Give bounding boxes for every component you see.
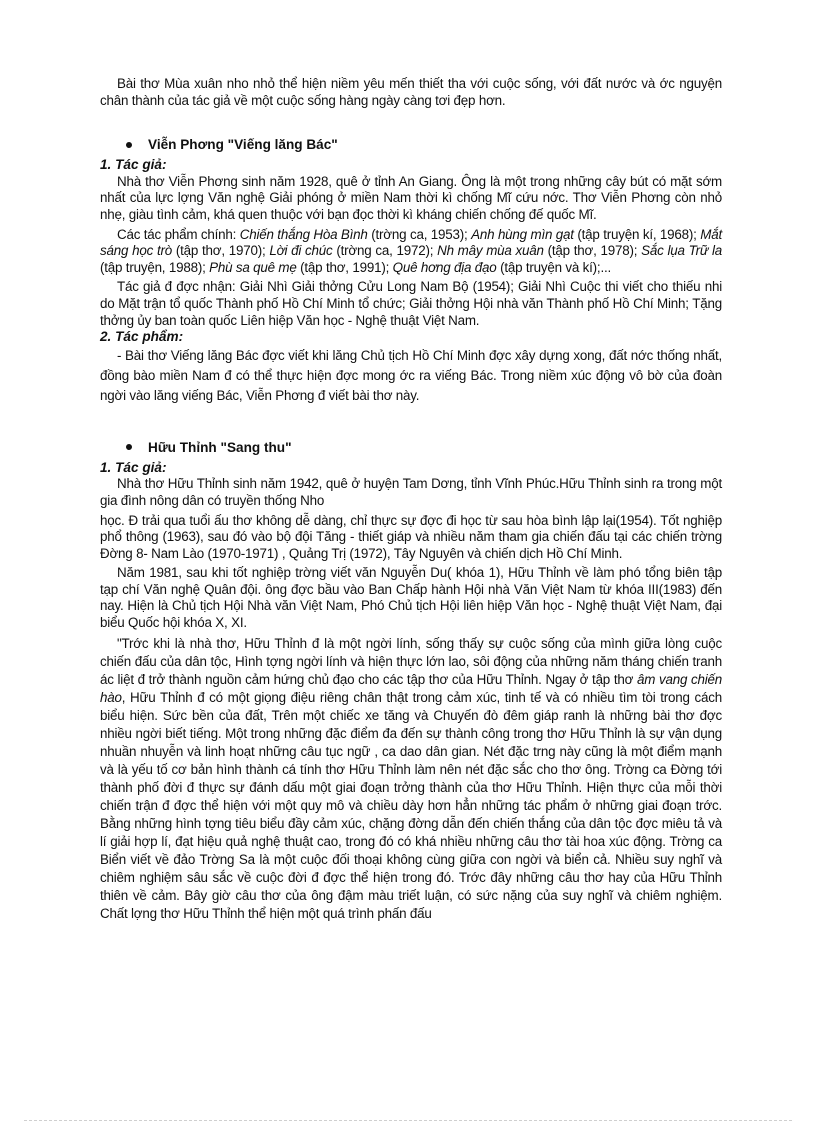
work-title: Chiến thắng Hòa Bình: [239, 226, 368, 242]
bullet-icon: [126, 142, 132, 148]
text-run: "Trớc khi là nhà thơ, Hữu Thỉnh đ là một ngời lính, sống thấy sự cuộc sống của mình giữa lòng cuộc chiến đấu của dân tộc, Hình tợng ngời lính và hiện thực lớn lao, sôi động của những năm tháng chiến tranh ác liệt đ trở thành nguồn cảm hứng chủ đạo cho các tập thơ của Hữu Thỉnh. Ngay ở tập thơ: [100, 635, 722, 687]
paragraph: Nhà thơ Viễn Phơng sinh năm 1928, quê ở tỉnh An Giang. Ông là một trong những cây bút có mặt sớm nhất của lực lợng Văn nghệ Giải phóng ở miền Nam thời kì chống Mĩ cứu nớc. Thơ Viễn Phơng còn nhỏ nhẹ, giàu tình cảm, khá quen thuộc với bạn đọc thời kì kháng chiến chống đế quốc Mĩ.: [100, 173, 722, 222]
work-title: Sắc lụa Trữ la: [641, 243, 723, 259]
work-title: Anh hùng mìn gạt: [471, 226, 574, 242]
work-title: Nh mây mùa xuân: [437, 243, 544, 259]
work-title: Mắt sáng học trò: [100, 226, 723, 259]
intro-paragraph: Bài thơ Mùa xuân nho nhỏ thể hiện niềm yêu mến thiết tha với cuộc sống, với đất nước và ớc nguyện chân thành của tác giả về một cuộc sống hàng ngày càng tơi đẹp hơn.: [100, 76, 722, 108]
work-title: Quê hơng địa đạo: [392, 259, 497, 275]
section-heading-vien-phuong: [126, 137, 722, 152]
paragraph: Nhà thơ Hữu Thỉnh sinh năm 1942, quê ở huyện Tam Dơng, tỉnh Vĩnh Phúc.Hữu Thỉnh sinh ra trong một gia đình nông dân có truyền thống Nho: [100, 476, 722, 508]
subheading-tac-pham: 2. Tác phẩm:: [100, 329, 184, 345]
paragraph: - Bài thơ Viếng lăng Bác đợc viết khi lăng Chủ tịch Hồ Chí Minh đợc xây dựng xong, đất nớc thống nhất, đồng bào miền Nam đ có thể thực hiện đợc mong ớc ra viếng Bác. Trong niềm xúc động vô bờ của đoàn ngời vào lăng viếng Bác, Viễn Phơng đ viết bài thơ này.: [100, 347, 722, 403]
paragraph: Năm 1981, sau khi tốt nghiệp trờng viết văn Nguyễn Du( khóa 1), Hữu Thỉnh về làm phó tổng biên tập tạp chí Văn nghệ Quân đội. ông đợc bầu vào Ban Chấp hành Hội nhà Văn Việt Nam từ khóa III(1983) đến nay. Hiện là Chủ tịch Hội Nhà văn Việt Nam, Phó Chủ tịch Hội liên hiệp Văn học - Nghệ thuật Việt Nam, đại biểu Quốc hội khóa X, XI.: [100, 565, 722, 631]
section-heading-huu-thinh: [126, 440, 722, 455]
work-note: (tập thơ, 1970);: [171, 243, 270, 259]
work-note: (tập thơ, 1978);: [543, 243, 642, 259]
section-heading-text: Viễn Phơng "Viếng lăng Bác": [148, 137, 338, 153]
document-page: [100, 76, 722, 923]
subheading-tac-gia: 1. Tác giả:: [100, 459, 167, 475]
work-note: (tập truyện và kí);...: [496, 259, 612, 275]
section-heading-text: Hữu Thỉnh "Sang thu": [148, 439, 292, 455]
bullet-icon: [126, 444, 132, 450]
work-note: (tập truyện, 1988);: [100, 259, 210, 275]
text-run: , Hữu Thỉnh đ có một giọng điệu riêng chân thật trong cảm xúc, tinh tế và có nhiều tìm tòi trong cách biểu hiện. Sức bền của đất, Trên một chiếc xe tăng và Chuyến đò đêm giáp ranh là những bài thơ đợc nhiều ngời biết tiếng. Một trong những đặc điểm đa đến sự thành công trong thơ Hữu Thỉnh là sự vận dụng nhuần nhuyễn và linh hoạt những câu tục ngữ , ca dao dân gian. Nét đặc trng này cũng là một điểm mạnh và là yếu tố cơ bản hình thành cá tính thơ Hữu Thỉnh làm nên nét đặc sắc cho thơ ông. Trờng ca Đờng tới thành phố đời đ thực sự đánh dấu một giai đoạn trởng thành của thơ Hữu Thỉnh. Hiện thực của mỗi thời chiến trận đ đợc thể hiện với một quy mô và chiều dày hơn hẳn những tác phẩm ở những giai đoạn trớc. Bằng những hình tợng tiêu biểu đầy cảm xúc, chặng đờng dẫn đến chiến thắng của dân tộc đợc miêu tả và lí giải hợp lí, đạt hiệu quả nghệ thuật cao, trong đó có khá nhiều những câu thơ tài hoa xúc động. Trờng ca Biển viết về đảo Trờng Sa là một cuộc đối thoại không cùng giữa con ngời và biển cả. Nhiều suy nghĩ và chiêm nghiệm sâu sắc về cuộc đời đ đợc thể hiện trong đó. Trớc đây những câu thơ hay của Hữu Thỉnh thiên về cảm. Bây giờ câu thơ của ông đậm màu triết luận, có sức nặng của suy nghĩ và chiêm nghiệm. Chất lợng thơ Hữu Thỉnh thể hiện một quá trình phấn đấu: [100, 689, 722, 921]
page-bottom-divider: [24, 1120, 792, 1121]
paragraph: [100, 635, 722, 923]
work-title: Phù sa quê mẹ: [209, 259, 297, 275]
paragraph: học. Đ trải qua tuổi ấu thơ không dễ dàng, chỉ thực sự đợc đi học từ sau hòa bình lập lại(1954). Tốt nghiệp phổ thông (1963), sau đó vào bộ đội Tăng - thiết giáp và nhiều năm tham gia chiến đấu tại các chiến trờng Đờng 8- Nam Lào (1970-1971) , Quảng Trị (1972), Tây Nguyên và chiến dịch Hồ Chí Minh.: [100, 512, 722, 561]
work-note: (tập thơ, 1991);: [296, 259, 393, 275]
work-note: (tập truyện kí, 1968);: [573, 226, 701, 242]
works-prefix: Các tác phẩm chính:: [117, 226, 240, 242]
paragraph: Tác giả đ đợc nhận: Giải Nhì Giải thởng Cửu Long Nam Bộ (1954); Giải Nhì Cuộc thi viết cho thiếu nhi do Mặt trận tổ quốc Thành phố Hồ Chí Minh tổ chức; Giải thởng Hội nhà văn Thành phố Hồ Chí Minh; Tặng thởng ủy ban toàn quốc Liên hiệp Văn học - Nghệ thuật Việt Nam.: [100, 279, 722, 328]
work-title: âm vang chiến hào: [100, 671, 722, 705]
work-note: (trờng ca, 1953);: [367, 226, 472, 242]
work-title: Lời đi chúc: [269, 243, 333, 259]
works-paragraph: [100, 227, 722, 277]
work-note: (trờng ca, 1972);: [332, 243, 438, 259]
subheading-tac-gia: 1. Tác giả:: [100, 157, 167, 173]
